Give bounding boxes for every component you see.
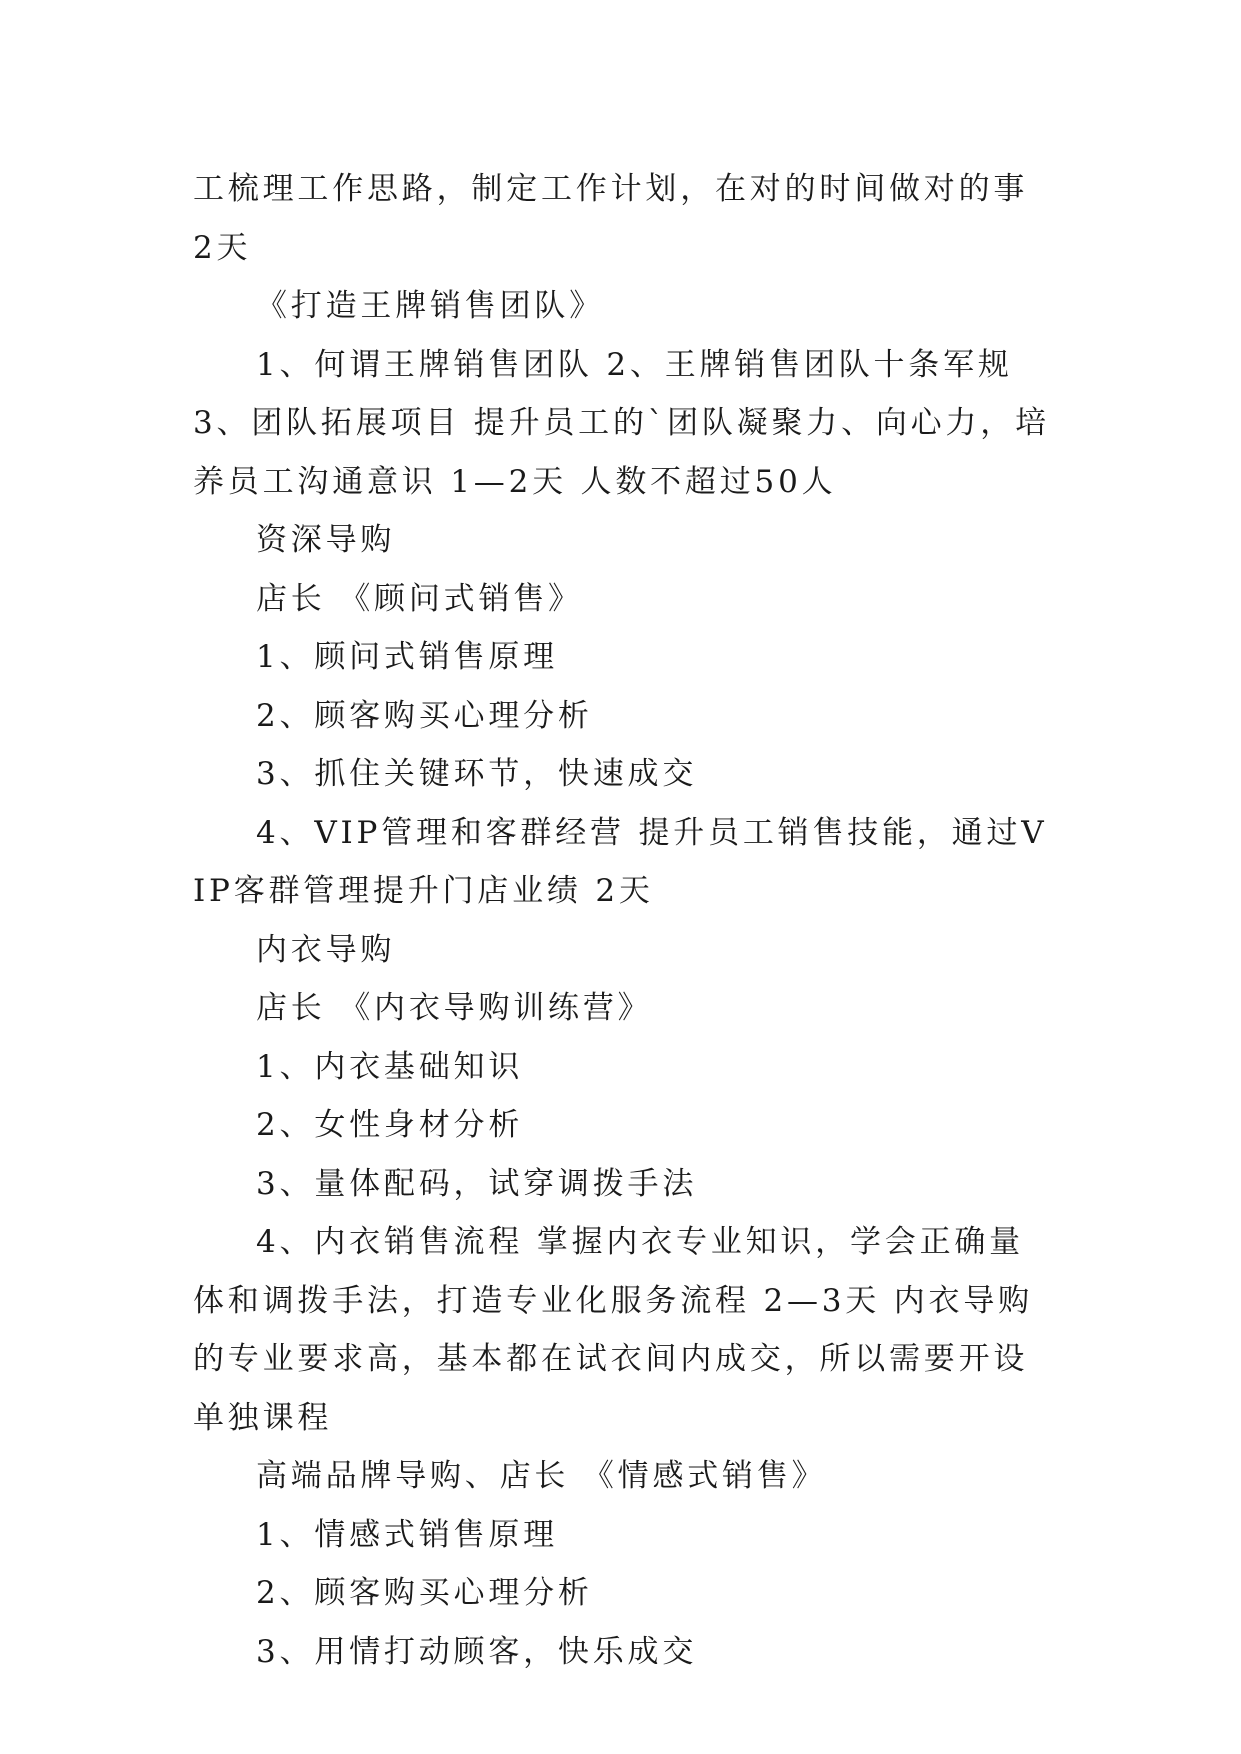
list-item: 4、VIP管理和客群经营 提升员工销售技能，通过VIP客群管理提升门店业绩 2天 — [193, 814, 1048, 909]
paragraph: 1、何谓王牌销售团队 2、王牌销售团队十条军规 3、团队拓展项目 提升员工的`团队凝聚力、向心力，培养员工沟通意识 1—2天 人数不超过50人 — [193, 346, 1050, 500]
list-item: 2、顾客购买心理分析 — [256, 697, 593, 734]
list-item: 2、女性身材分析 — [256, 1107, 524, 1143]
document-body — [193, 160, 1053, 1681]
list-item: 1、情感式销售原理 — [256, 1516, 558, 1553]
course-title: 店长 《内衣导购训练营》 — [256, 990, 653, 1026]
course-title: 高端品牌导购、店长 《情感式销售》 — [256, 1458, 827, 1494]
course-title: 店长 《顾问式销售》 — [256, 580, 583, 617]
course-title: 《打造王牌销售团队》 — [256, 288, 604, 324]
list-item: 4、内衣销售流程 掌握内衣专业知识，学会正确量体和调拨手法，打造专业化服务流程 2—3天 内衣导购的专业要求高，基本都在试衣间内成交，所以需要开设单独课程 — [193, 1224, 1033, 1436]
audience-label: 内衣导购 — [256, 931, 396, 968]
list-item: 3、抓住关键环节，快速成交 — [256, 756, 698, 792]
list-item: 3、量体配码，试穿调拨手法 — [256, 1165, 698, 1202]
list-item: 1、顾问式销售原理 — [256, 639, 558, 675]
list-item: 3、用情打动顾客，快乐成交 — [256, 1633, 698, 1670]
paragraph: 工梳理工作思路，制定工作计划，在对的时间做对的事 2天 — [193, 171, 1042, 266]
list-item: 1、内衣基础知识 — [256, 1048, 524, 1085]
list-item: 2、顾客购买心理分析 — [256, 1575, 593, 1611]
audience-label: 资深导购 — [256, 522, 396, 558]
